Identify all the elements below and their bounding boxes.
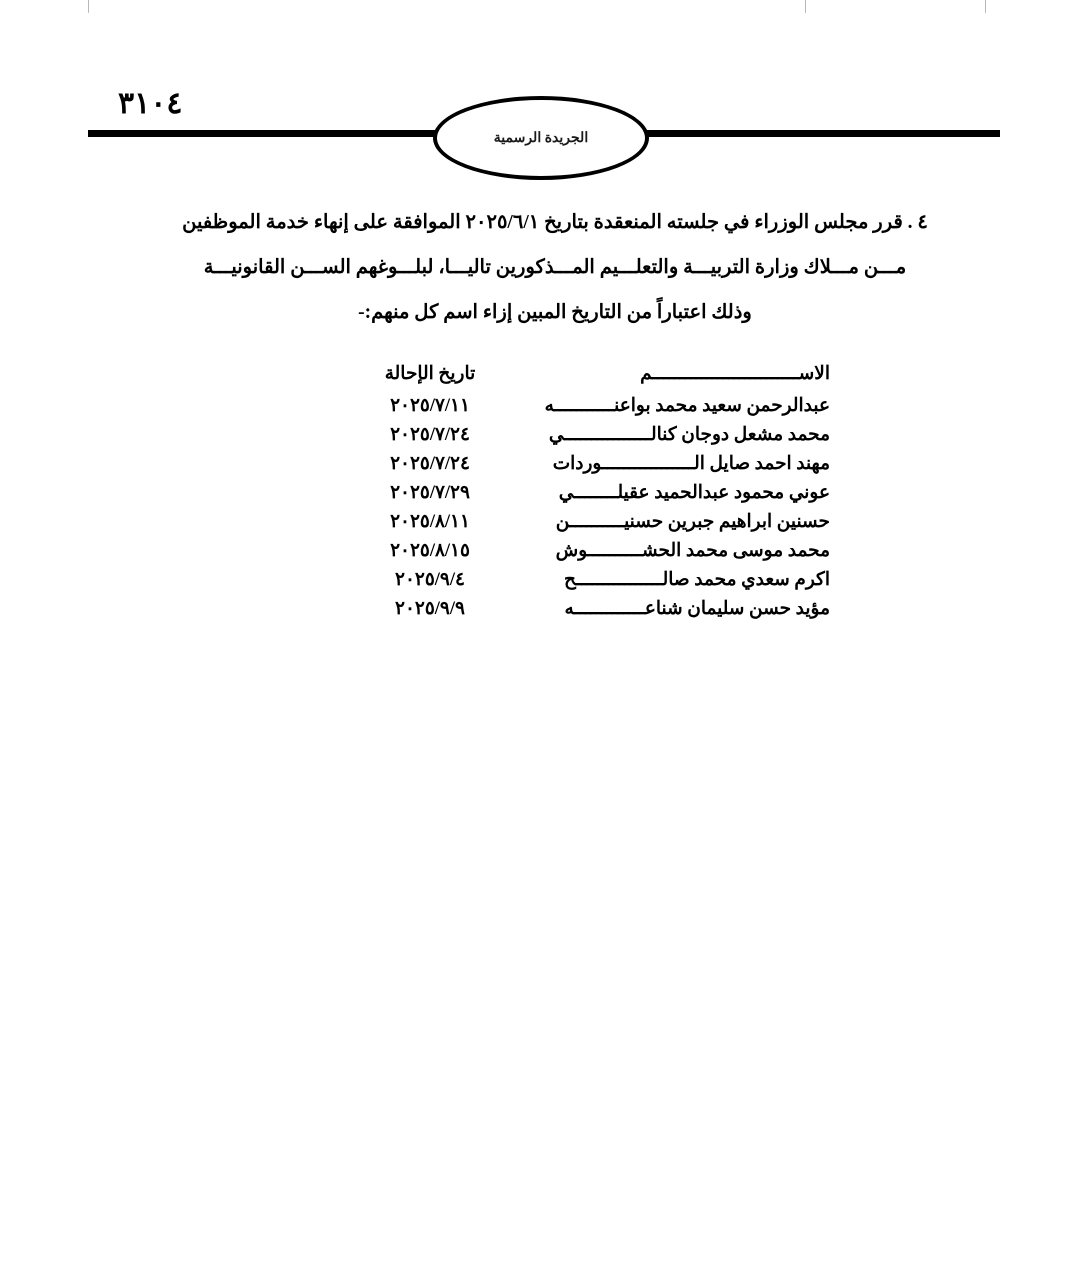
employee-name: اكرم سعدي محمد صالــــــــــــــــح	[563, 570, 830, 590]
referral-date: ٢٠٢٥/٧/٢٩	[390, 483, 470, 503]
table-header-row	[240, 363, 830, 395]
retirement-table	[240, 363, 830, 627]
referral-date: ٢٠٢٥/٩/٤	[395, 570, 465, 590]
referral-date: ٢٠٢٥/٨/١١	[390, 512, 470, 532]
page-header	[88, 86, 1000, 166]
employee-name: عبدالرحمن سعيد محمد بواعنـــــــــــه	[544, 396, 830, 416]
referral-date: ٢٠٢٥/٩/٩	[395, 599, 465, 619]
table-row	[240, 482, 830, 511]
clause-line-1: ٤ . قرر مجلس الوزراء في جلسته المنعقدة بتاريخ ٢٠٢٥/٦/١ الموافقة على إنهاء خدمة الموظفين	[182, 212, 928, 233]
employee-name: مهند احمد صايل الـــــــــــــــــوردات	[552, 454, 830, 474]
employee-name: محمد موسى محمد الحشــــــــــوش	[555, 541, 830, 561]
table-row	[240, 453, 830, 482]
table-row	[240, 598, 830, 627]
column-header-date: تاريخ الإحالة	[384, 364, 476, 384]
table-row	[240, 424, 830, 453]
referral-date: ٢٠٢٥/٧/٢٤	[390, 454, 470, 474]
referral-date: ٢٠٢٥/٨/١٥	[390, 541, 470, 561]
gazette-seal	[433, 96, 649, 180]
page-number: ٣١٠٤	[118, 87, 183, 120]
gazette-seal-label: الجريدة الرسمية	[493, 130, 589, 146]
employee-name: حسنين ابراهيم جبرين حسنيــــــــــن	[555, 512, 830, 532]
referral-date: ٢٠٢٥/٧/١١	[390, 396, 470, 416]
employee-name: عوني محمود عبدالحميد عقيلــــــــي	[558, 483, 830, 503]
referral-date: ٢٠٢٥/٧/٢٤	[390, 425, 470, 445]
table-row	[240, 395, 830, 424]
column-header-name: الاســـــــــــــــــــــــــــم	[640, 364, 830, 384]
clause-line-3: وذلك اعتباراً من التاريخ المبين إزاء اسم كل منهم:-	[358, 302, 752, 323]
table-row	[240, 511, 830, 540]
table-row	[240, 540, 830, 569]
clause-line-2: مـــن مـــلاك وزارة التربيـــة والتعلـــيم المـــذكورين تاليـــا، لبلـــوغهم الســـن القانونيـــة	[203, 257, 907, 278]
clause-paragraph	[160, 200, 950, 335]
employee-name: مؤيد حسن سليمان شناعـــــــــــــه	[564, 599, 830, 619]
table-row	[240, 569, 830, 598]
employee-name: محمد مشعل دوجان كنالــــــــــــــــي	[548, 425, 830, 445]
